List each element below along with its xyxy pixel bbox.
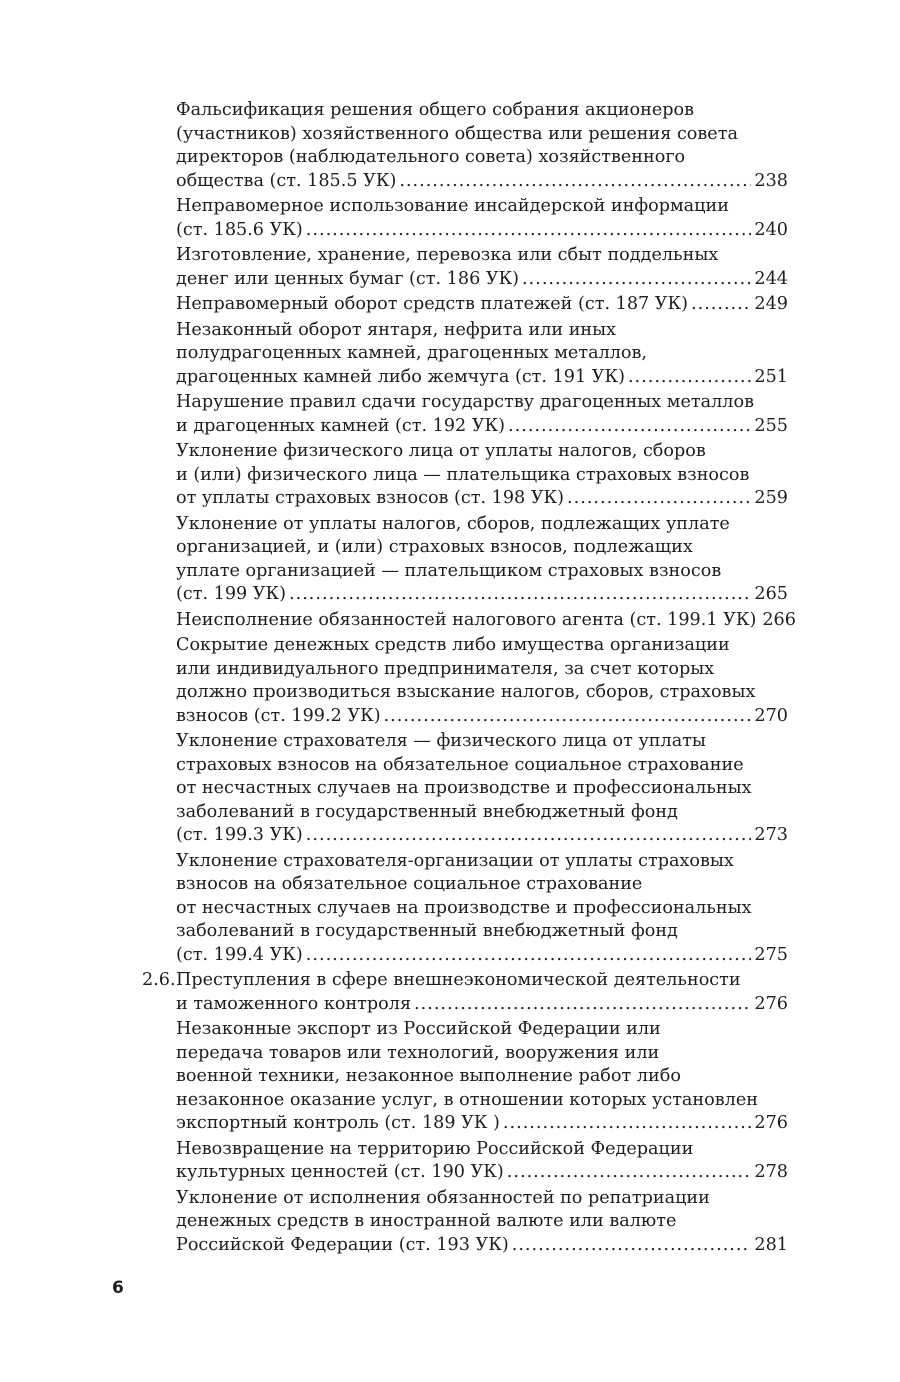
toc-entry-last-line xyxy=(176,1161,788,1185)
toc-page-number: 238 xyxy=(754,170,788,191)
dot-leader xyxy=(567,487,751,511)
toc-entry-last-line xyxy=(176,293,788,317)
toc-page-number: 249 xyxy=(754,294,788,314)
toc-entry[interactable] xyxy=(142,730,788,848)
toc-entry-last-line xyxy=(176,1234,788,1258)
toc-page-number: 265 xyxy=(754,584,788,604)
toc-entry-text: драгоценных камней либо жемчуга (ст. 191 УК) xyxy=(176,366,625,387)
toc-entry-last-line xyxy=(176,487,788,511)
table-of-contents xyxy=(142,99,796,1259)
section-number: 2.6. xyxy=(142,970,176,990)
toc-entry[interactable] xyxy=(142,634,788,728)
dot-leader xyxy=(691,293,751,317)
toc-entry-text: взносов (ст. 199.2 УК) xyxy=(176,705,381,726)
toc-entry-line: Изготовление, хранение, перевозка или сбыт поддельных xyxy=(176,245,719,265)
toc-entry-text: (ст. 199.3 УК) xyxy=(176,825,303,845)
toc-entry-line: Уклонение страхователя-организации от уплаты страховых xyxy=(176,850,734,871)
toc-entry-line: или индивидуального предпринимателя, за счет которых xyxy=(176,658,715,679)
dot-leader xyxy=(399,170,751,194)
toc-entry-line: страховых взносов на обязательное социальное страхование xyxy=(176,754,744,775)
toc-page-number: 278 xyxy=(754,1162,788,1182)
toc-entry-last-line xyxy=(176,705,788,729)
toc-entry[interactable] xyxy=(142,319,788,390)
toc-entry-text: Неправомерный оборот средств платежей (ст. 187 УК) xyxy=(176,294,688,314)
page-number: 6 xyxy=(112,1278,124,1298)
toc-page-number: 266 xyxy=(762,609,796,630)
toc-entry-last-line xyxy=(176,944,788,968)
toc-entry-last-line xyxy=(176,219,788,243)
toc-entry-line: Неправомерное использование инсайдерской информации xyxy=(176,196,729,216)
dot-leader xyxy=(628,366,751,390)
toc-entry-line: Сокрытие денежных средств либо имущества организации xyxy=(176,635,730,655)
toc-entry-line: Невозвращение на территорию Российской Федерации xyxy=(176,1138,694,1159)
toc-entry[interactable] xyxy=(142,1018,788,1136)
toc-entry-line: полудрагоценных камней, драгоценных металлов, xyxy=(176,343,648,363)
toc-entry-line: военной техники, незаконное выполнение работ либо xyxy=(176,1066,681,1086)
toc-entry-line: Уклонение от исполнения обязанностей по репатриации xyxy=(176,1187,710,1208)
toc-page-number: 281 xyxy=(754,1234,788,1255)
toc-page-number: 244 xyxy=(754,268,788,289)
toc-entry-last-line xyxy=(176,268,788,292)
toc-entry-line: взносов на обязательное социальное страхование xyxy=(176,874,643,894)
toc-entry-line: заболеваний в государственный внебюджетный фонд xyxy=(176,801,678,822)
toc-entry-line: должно производиться взыскание налогов, сборов, страховых xyxy=(176,682,756,702)
toc-entry-last-line xyxy=(176,366,788,390)
dot-leader xyxy=(507,1161,752,1185)
toc-entry-line: от несчастных случаев на производстве и профессиональных xyxy=(176,897,752,918)
toc-entry-last-line xyxy=(142,993,788,1017)
toc-entry-line xyxy=(142,969,788,993)
toc-entry[interactable] xyxy=(142,850,788,968)
dot-leader xyxy=(508,415,751,439)
toc-page-number: 273 xyxy=(754,825,788,845)
toc-entry-text: культурных ценностей (ст. 190 УК) xyxy=(176,1162,504,1182)
toc-entry[interactable] xyxy=(142,391,788,438)
toc-entry-text: (ст. 185.6 УК) xyxy=(176,219,303,240)
toc-entry[interactable] xyxy=(142,99,788,193)
toc-section-entry[interactable] xyxy=(142,969,788,1016)
toc-entry-line: Уклонение страхователя — физического лица от уплаты xyxy=(176,731,706,751)
toc-entry-line: Незаконные экспорт из Российской Федерации или xyxy=(176,1019,661,1039)
toc-entry[interactable] xyxy=(142,1138,788,1185)
dot-leader xyxy=(384,705,752,729)
toc-page-number: 255 xyxy=(754,415,788,436)
toc-entry[interactable] xyxy=(142,440,788,511)
toc-entry-line: Фальсификация решения общего собрания акционеров xyxy=(176,100,695,120)
dot-leader xyxy=(289,583,751,607)
toc-entry-line: (участников) хозяйственного общества или решения совета xyxy=(176,123,738,144)
toc-entry-line: и (или) физического лица — плательщика страховых взносов xyxy=(176,464,750,485)
toc-page-number: 240 xyxy=(754,219,788,240)
toc-entry-line: заболеваний в государственный внебюджетный фонд xyxy=(176,921,678,941)
toc-entry-line: передача товаров или технологий, вооружения или xyxy=(176,1042,660,1063)
toc-entry-text: от уплаты страховых взносов (ст. 198 УК) xyxy=(176,488,565,508)
toc-entry-line: денежных средств в иностранной валюте или валюте xyxy=(176,1211,677,1231)
toc-entry-line: от несчастных случаев на производстве и профессиональных xyxy=(176,778,752,798)
toc-entry-text: Неисполнение обязанностей налогового агента (ст. 199.1 УК) xyxy=(176,609,757,630)
dot-leader xyxy=(414,993,751,1017)
toc-entry-line: директоров (наблюдательного совета) хозяйственного xyxy=(176,147,686,167)
toc-entry[interactable] xyxy=(142,1187,788,1258)
toc-page-number: 276 xyxy=(754,1113,788,1133)
toc-entry-line: организацией, и (или) страховых взносов, подлежащих xyxy=(176,537,693,557)
dot-leader xyxy=(512,1234,752,1258)
toc-entry-last-line xyxy=(176,1112,788,1136)
dot-leader xyxy=(306,824,752,848)
toc-entry-text: экспортный контроль (ст. 189 УК ) xyxy=(176,1113,500,1133)
toc-entry-text: Российской Федерации (ст. 193 УК) xyxy=(176,1234,509,1255)
toc-entry[interactable] xyxy=(142,513,788,607)
toc-entry-line: незаконное оказание услуг, в отношении которых установлен xyxy=(176,1089,758,1110)
dot-leader xyxy=(306,944,752,968)
toc-entry-line: уплате организацией — плательщиком страховых взносов xyxy=(176,560,722,581)
toc-entry-text: общества (ст. 185.5 УК) xyxy=(176,170,397,191)
toc-entry[interactable] xyxy=(142,609,796,633)
toc-entry-text: денег или ценных бумаг (ст. 186 УК) xyxy=(176,268,520,289)
toc-entry-text: и таможенного контроля xyxy=(176,993,412,1014)
toc-entry[interactable] xyxy=(142,195,788,242)
toc-entry-line: Уклонение от уплаты налогов, сборов, подлежащих уплате xyxy=(176,513,730,534)
toc-entry-text: (ст. 199 УК) xyxy=(176,584,287,604)
toc-entry-text: Преступления в сфере внешнеэкономической деятельности xyxy=(176,970,741,990)
toc-entry-line: Нарушение правил сдачи государству драгоценных металлов xyxy=(176,392,754,412)
dot-leader xyxy=(306,219,752,243)
dot-leader xyxy=(503,1112,751,1136)
toc-page-number: 270 xyxy=(754,705,788,726)
toc-entry-last-line xyxy=(176,170,788,194)
toc-entry-line: Уклонение физического лица от уплаты налогов, сборов xyxy=(176,441,706,461)
toc-entry-text: (ст. 199.4 УК) xyxy=(176,944,303,965)
toc-entry[interactable] xyxy=(142,244,788,291)
dot-leader xyxy=(522,268,751,292)
toc-entry-last-line xyxy=(176,824,788,848)
toc-entry-last-line xyxy=(176,609,796,633)
toc-page-number: 276 xyxy=(754,993,788,1014)
toc-page-number: 251 xyxy=(754,366,788,387)
toc-entry-last-line xyxy=(176,415,788,439)
toc-entry-line: Незаконный оборот янтаря, нефрита или иных xyxy=(176,319,617,340)
toc-entry[interactable] xyxy=(142,293,788,317)
toc-page-number: 275 xyxy=(754,944,788,965)
toc-entry-text: и драгоценных камней (ст. 192 УК) xyxy=(176,415,506,436)
toc-entry-last-line xyxy=(176,583,788,607)
toc-page-number: 259 xyxy=(754,488,788,508)
